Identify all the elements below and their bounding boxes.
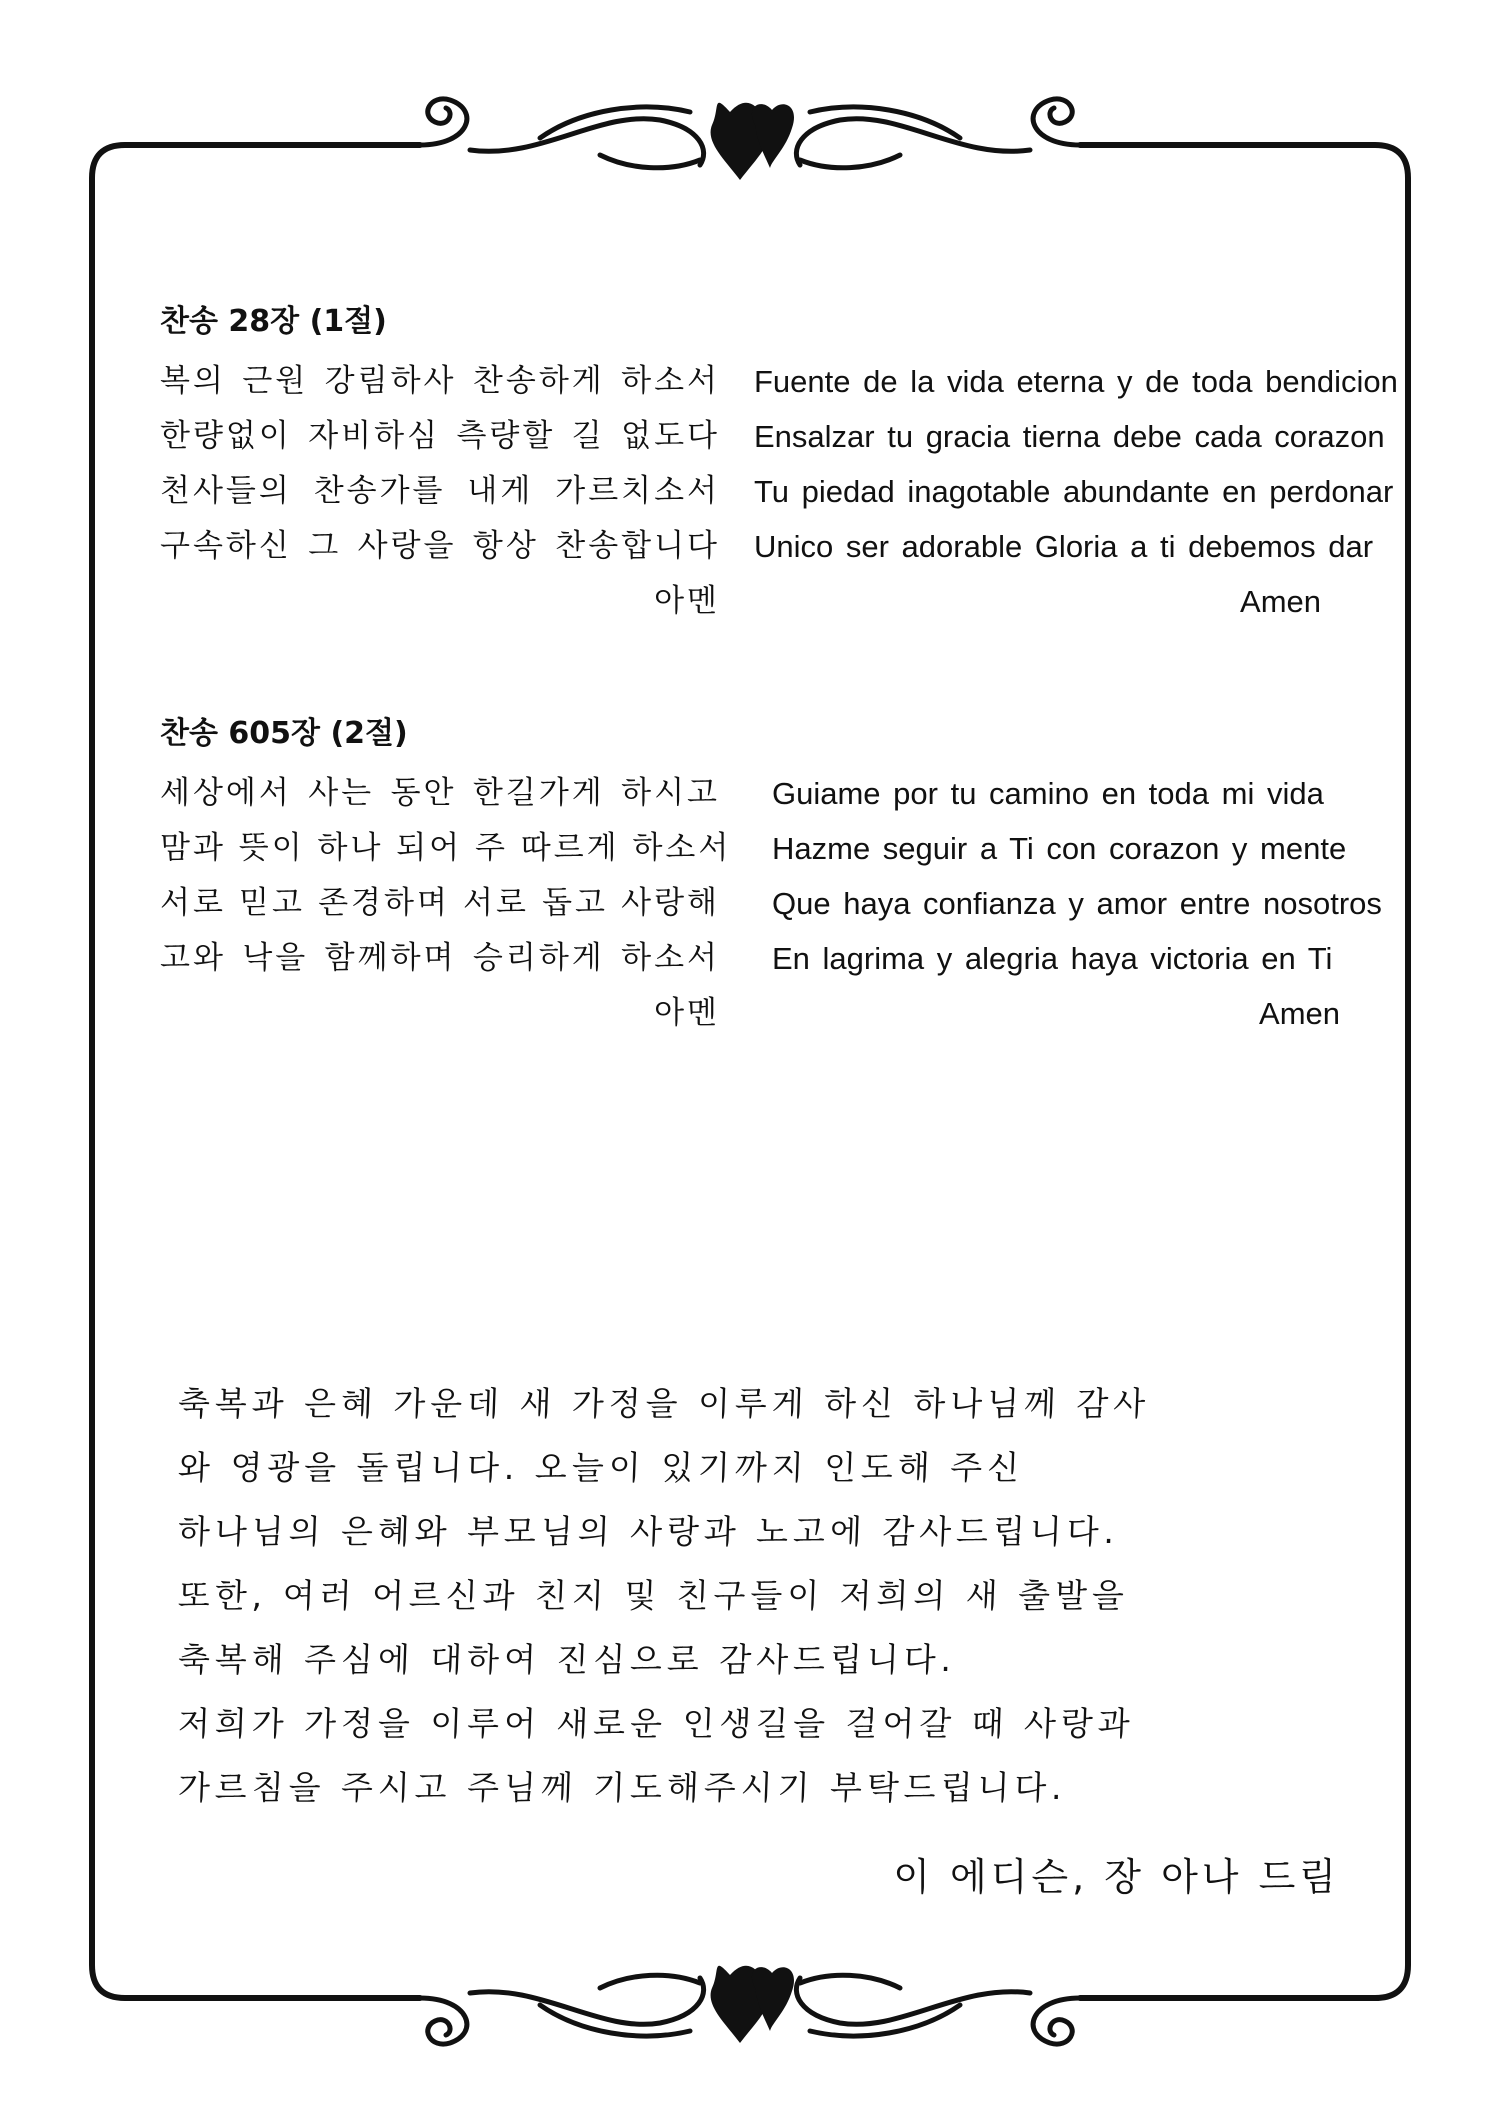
lyric-line: 서로 믿고 존경하며 서로 돕고 사랑해: [160, 885, 720, 921]
hymn-korean-lyrics: [160, 766, 732, 1041]
lyric-line: Fuente de la vida eterna y de toda bendicion: [754, 364, 1398, 399]
message-line: 하나님의 은혜와 부모님의 사랑과 노고에 감사드립니다.: [177, 1512, 1120, 1551]
amen-korean: 아멘: [654, 995, 720, 1031]
message-line: 저희가 가정을 이루어 새로운 인생길을 걸어갈 때 사랑과: [177, 1704, 1136, 1743]
hymn-title: 찬송 605장 (2절): [160, 716, 408, 751]
lyric-line: 맘과 뜻이 하나 되어 주 따르게 하소서: [160, 830, 732, 866]
lyric-line: Que haya confianza y amor entre nosotros: [772, 886, 1382, 921]
lyric-line: 한량없이 자비하심 측량할 길 없도다: [160, 418, 720, 454]
lyric-line: 복의 근원 강림하사 찬송하게 하소서: [160, 363, 720, 399]
lyric-line: 세상에서 사는 동안 한길가게 하시고: [160, 775, 720, 811]
hymn-605: [160, 714, 1400, 1056]
lyric-line: 고와 낙을 함께하며 승리하게 하소서: [160, 940, 720, 976]
message-line: 와 영광을 돌립니다. 오늘이 있기까지 인도해 주신: [177, 1448, 1025, 1487]
lyric-line: Hazme seguir a Ti con corazon y mente: [772, 831, 1347, 866]
bottom-hearts: [711, 1966, 794, 2043]
message-line: 또한, 여러 어르신과 친지 및 친구들이 저희의 새 출발을: [177, 1576, 1130, 1615]
lyric-line: 구속하신 그 사랑을 항상 찬송합니다: [160, 528, 720, 564]
lyric-line: Tu piedad inagotable abundante en perdonar: [754, 474, 1394, 509]
lyric-line: En lagrima y alegria haya victoria en Ti: [772, 941, 1333, 976]
top-hearts: [711, 103, 794, 180]
lyric-line: Unico ser adorable Gloria a ti debemos dar: [754, 529, 1374, 564]
message-line: 축복해 주심에 대하여 진심으로 감사드립니다.: [177, 1640, 957, 1679]
lyric-line: Ensalzar tu gracia tierna debe cada corazon: [754, 419, 1385, 454]
hymn-28: [160, 302, 1400, 644]
amen-spanish: Amen: [1259, 996, 1340, 1031]
message-line: 축복과 은혜 가운데 새 가정을 이루게 하신 하나님께 감사: [177, 1384, 1151, 1423]
amen-korean: 아멘: [654, 583, 720, 619]
thank-you-message: [178, 1372, 1338, 1820]
signature: 이 에디슨, 장 아나 드림: [893, 1855, 1340, 1899]
lyric-line: 천사들의 찬송가를 내게 가르치소서: [160, 473, 720, 509]
hymn-spanish-lyrics: [772, 766, 1382, 1041]
lyric-line: Guiame por tu camino en toda mi vida: [772, 776, 1324, 811]
amen-spanish: Amen: [1240, 584, 1321, 619]
hymn-title: 찬송 28장 (1절): [160, 304, 387, 339]
message-line: 가르침을 주시고 주님께 기도해주시기 부탁드립니다.: [177, 1768, 1068, 1807]
hymn-spanish-lyrics: [754, 354, 1398, 629]
hymn-korean-lyrics: [160, 354, 720, 629]
